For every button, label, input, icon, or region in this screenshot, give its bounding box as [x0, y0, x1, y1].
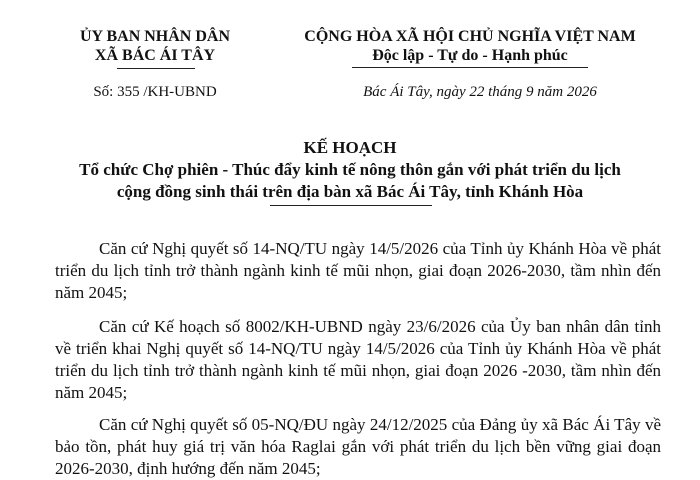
national-title: CỘNG HÒA XÃ HỘI CHỦ NGHĨA VIỆT NAM	[304, 28, 636, 45]
motto-underline	[352, 67, 588, 68]
legal-basis-paragraph: Căn cứ Kế hoạch số 8002/KH-UBND ngày 23/6/2026 của Ủy ban nhân dân tỉnh về triển khai Nghị quyết số 14-NQ/TU ngày 14/5/2026 của Tỉnh ủy Khánh Hòa về phát triển du lịch tỉnh trở thành ngành kinh tế mũi nhọn, giai đoạn 2026 -2030, tầm nhìn đến năm 2045;	[55, 317, 661, 402]
legal-basis-paragraph: Căn cứ Nghị quyết số 05-NQ/ĐU ngày 24/12/2025 của Đảng ủy xã Bác Ái Tây về bảo tồn, phát huy giá trị văn hóa Raglai gắn với phát triển du lịch bền vững giai đoạn 2026-2030, định hướng đến năm 2045;	[55, 415, 661, 478]
place-and-date: Bác Ái Tây, ngày 22 tháng 9 năm 2026	[363, 84, 597, 100]
title-underline	[270, 205, 432, 206]
agency-name-line1: ỦY BAN NHÂN DÂN	[79, 28, 231, 45]
document-type: KẾ HOẠCH	[303, 138, 397, 157]
document-number: Số: 355 /KH-UBND	[93, 84, 217, 100]
document-subject-line1: Tổ chức Chợ phiên - Thúc đẩy kinh tế nông thôn gắn với phát triển du lịch	[79, 160, 621, 179]
document-subject-line2: cộng đồng sinh thái trên địa bàn xã Bác Ái Tây, tỉnh Khánh Hòa	[116, 182, 584, 201]
legal-basis-paragraph: Căn cứ Nghị quyết số 14-NQ/TU ngày 14/5/2026 của Tỉnh ủy Khánh Hòa về phát triển du lịch tỉnh trở thành ngành kinh tế mũi nhọn, giai đoạn 2026-2030, tầm nhìn đến năm 2045;	[55, 239, 661, 302]
agency-underline	[117, 68, 195, 69]
agency-name-line2: XÃ BÁC ÁI TÂY	[94, 47, 216, 64]
national-motto: Độc lập - Tự do - Hạnh phúc	[372, 47, 568, 64]
